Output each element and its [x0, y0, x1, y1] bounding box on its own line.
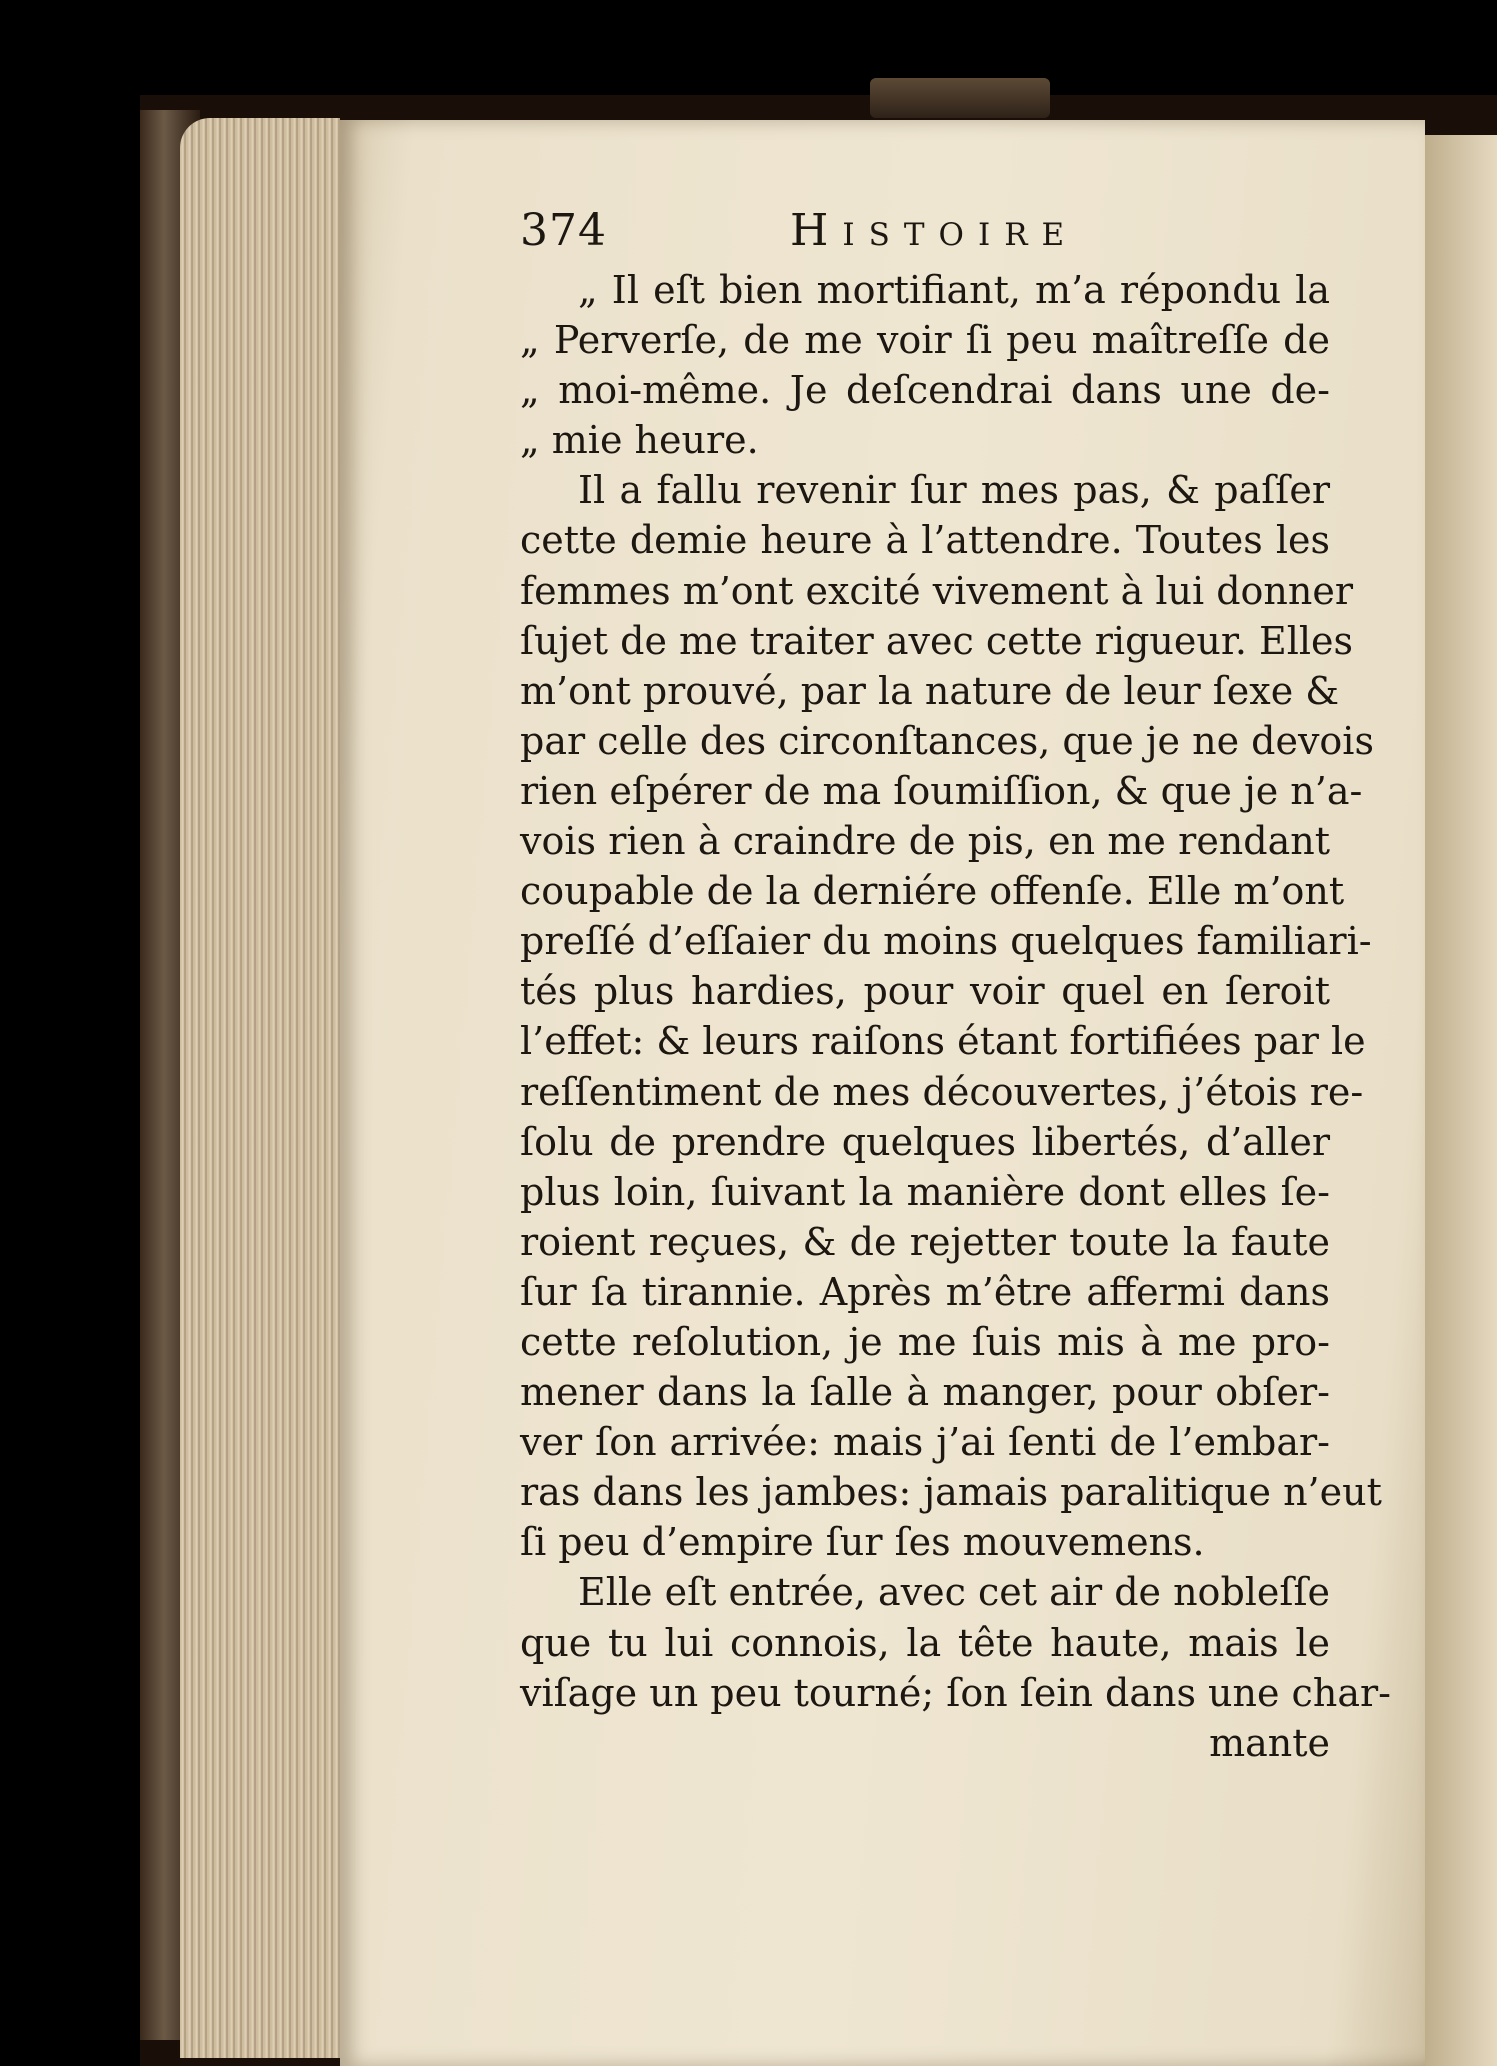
page-number: 374 [520, 205, 607, 256]
text-line: l’effet: & leurs raiſons étant fortifiées par le [520, 1019, 1366, 1064]
text-line: vois rien à craindre de pis, en me rendant [520, 819, 1330, 864]
text-line: cette reſolution, je me ſuis mis à me pro- [520, 1319, 1330, 1364]
text-line: ſur ſa tirannie. Après m’être affermi dans [520, 1269, 1330, 1314]
facing-page-edge [1425, 135, 1497, 2066]
page-header [520, 205, 1330, 265]
text-line: reſſentiment de mes découvertes, j’étois re- [520, 1069, 1364, 1114]
text-line: m’ont prouvé, par la nature de leur ſexe & [520, 668, 1340, 713]
text-line: femmes m’ont excité vivement à lui donner [520, 568, 1354, 613]
text-line: mener dans la ſalle à manger, pour obſer- [520, 1370, 1330, 1415]
running-title: Histoire [790, 205, 1079, 256]
text-line: par celle des circonſtances, que je ne devois [520, 718, 1374, 763]
text-line: tés plus hardies, pour voir quel en ſeroit [520, 969, 1330, 1014]
text-line: „ Il eſt bien mortifiant, m’a répondu la [578, 268, 1330, 312]
text-line: ſolu de prendre quelques libertés, d’aller [520, 1119, 1330, 1164]
text-line: coupable de la derniére offenſe. Elle m’ont [520, 869, 1345, 914]
text-line: Elle eſt entrée, avec cet air de nobleſſe [578, 1570, 1331, 1615]
page-text [520, 205, 1391, 1768]
text-line: „ moi-même. Je deſcendrai dans une de- [520, 368, 1330, 413]
text-line: ſi peu d’empire ſur ſes mouvemens. [520, 1520, 1205, 1565]
text-line: plus loin, ſuivant la manière dont elles ſe- [520, 1169, 1330, 1214]
page-edges [180, 118, 340, 2058]
text-line: Il a fallu revenir ſur mes pas, & paſſer [578, 468, 1330, 513]
text-line: rien eſpérer de ma ſoumiſſion, & que je n’a- [520, 768, 1363, 813]
text-line: viſage un peu tourné; ſon ſein dans une char- [520, 1670, 1391, 1715]
text-line: „ Perverſe, de me voir ſi peu maîtreſſe de [520, 318, 1330, 363]
text-line: ver ſon arrivée: mais j’ai ſenti de l’embar- [520, 1420, 1330, 1465]
body-text [520, 265, 1391, 1718]
text-line: ſujet de me traiter avec cette rigueur. Elles [520, 618, 1354, 663]
text-line: roient reçues, & de rejetter toute la faute [520, 1219, 1330, 1264]
catchword: mante [1209, 1720, 1330, 1765]
text-line: ras dans les jambes: jamais paralitique n’eut [520, 1470, 1382, 1515]
text-line: cette demie heure à l’attendre. Toutes les [520, 518, 1330, 563]
text-line: que tu lui connois, la tête haute, mais le [520, 1620, 1330, 1665]
book-clasp [870, 78, 1050, 118]
text-line: „ mie heure. [520, 418, 759, 463]
text-line: preſſé d’eſſaier du moins quelques familiari- [520, 919, 1372, 964]
